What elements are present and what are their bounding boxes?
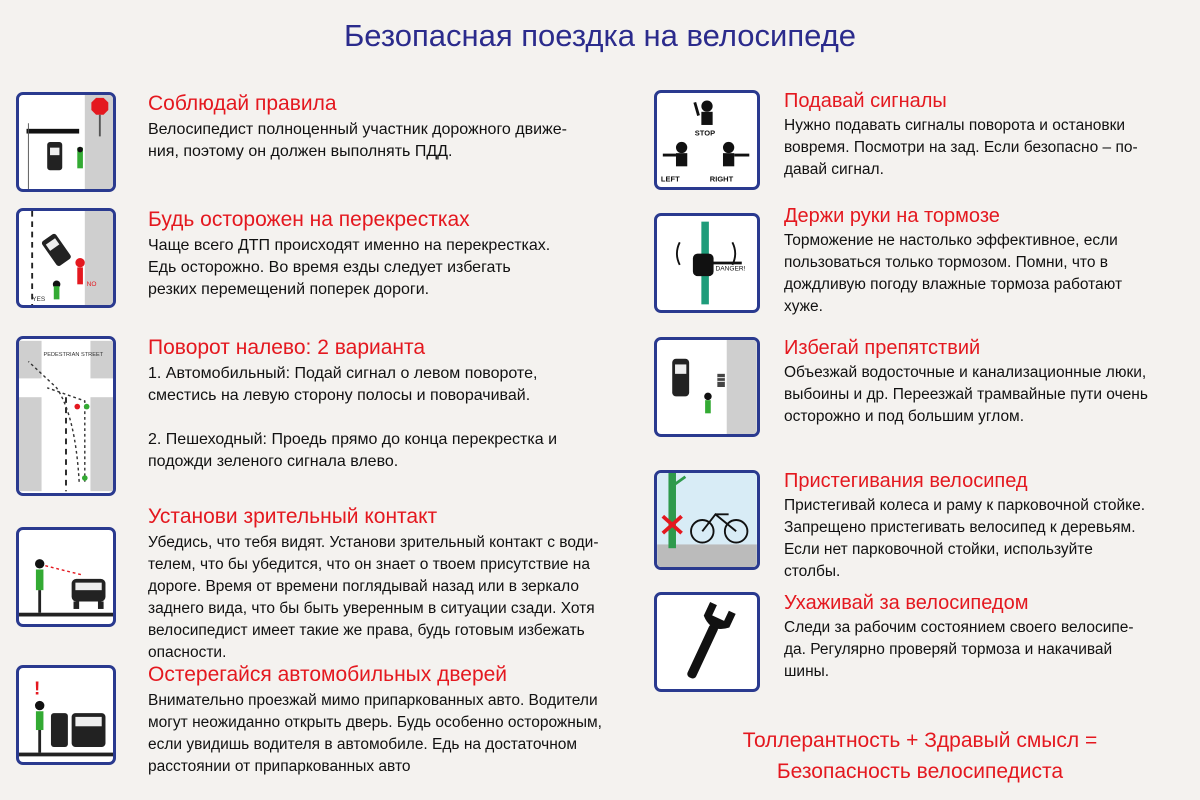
heading-follow-rules: Соблюдай правила (148, 92, 337, 115)
text-car-doors: Внимательно проезжай мимо припаркованных авто. Водители могут неожиданно открыть дверь. Будь особенно осторожным, если увидишь водителя в автомобиле. Едь на достаточном расстоянии от припаркованных авто (148, 692, 602, 775)
intersection-car-icon (16, 208, 116, 308)
left-turn-diagram-icon (16, 336, 116, 496)
svg-text:RIGHT: RIGHT (709, 174, 734, 184)
brake-lever-icon (654, 213, 760, 313)
svg-text:LEFT: LEFT (660, 174, 680, 184)
rule-follow-rules (16, 92, 656, 202)
rule-obstacles (654, 337, 1184, 447)
heading-intersections: Будь осторожен на перекрестках (148, 208, 470, 231)
heading-left-turn: Поворот налево: 2 варианта (148, 336, 426, 359)
text-left-turn: 1. Автомобильный: Подай сигнал о левом повороте, сместись на левую сторону полосы и поворачивай. 2. Пешеходный: Проедь прямо до конца перекрестка и подожди зеленого сигнала влево. (148, 365, 558, 470)
text-brakes: Торможение не настолько эффективное, если пользоваться только тормозом. Помни, что в дождливую погоду влажные тормоза работают хуже. (784, 232, 1123, 315)
heading-signals: Подавай сигналы (784, 90, 947, 112)
heading-maintenance: Ухаживай за велосипедом (784, 592, 1029, 614)
text-follow-rules: Велосипедист полноценный участник дорожного движе- ния, поэтому он должен выполнять ПДД. (148, 121, 567, 160)
rule-intersections (16, 208, 656, 318)
svg-text:STOP: STOP (694, 128, 716, 138)
text-intersections: Чаще всего ДТП происходят именно на перекрестках. Едь осторожно. Во время езды следует избегать резких перемещений поперек дороги. (148, 237, 551, 298)
rule-eye-contact (16, 505, 656, 661)
slogan-line-1: Толлерантность + Здравый смысл = (742, 729, 1098, 752)
rule-maintenance (654, 592, 1184, 702)
rule-car-doors (16, 663, 656, 773)
text-eye-contact: Убедись, что тебя видят. Установи зрительный контакт с води- телем, что бы убедится, что он знает о твоем присутствие на дороге. Время от времени поглядывай назад или в зеркало заднего вида, что бы быть уверенным в ситуации сзади. Хотя велосипедист имеет такие же права, будь готовым избежать опасности. (148, 534, 599, 661)
svg-text:!: ! (34, 677, 41, 699)
heading-brakes: Держи руки на тормозе (784, 205, 1000, 227)
rule-locking (654, 470, 1184, 580)
obstacle-manhole-icon (654, 337, 760, 437)
hand-signals-icon (654, 90, 760, 190)
slogan (690, 725, 1150, 787)
page-title: Безопасная поездка на велосипеде (343, 18, 857, 53)
heading-obstacles: Избегай препятствий (784, 337, 981, 359)
heading-car-doors: Остерегайся автомобильных дверей (148, 663, 508, 686)
svg-text:DANGER!: DANGER! (715, 265, 746, 273)
eye-contact-icon (16, 527, 116, 627)
svg-text:YES: YES (32, 296, 46, 304)
svg-text:NO: NO (86, 281, 97, 289)
rule-left-turn (16, 336, 656, 496)
svg-text:PEDESTRIAN STREET: PEDESTRIAN STREET (43, 351, 104, 358)
heading-eye-contact: Установи зрительный контакт (148, 505, 438, 528)
text-obstacles: Объезжай водосточные и канализационные люки, выбоины и др. Переезжай трамвайные пути очень осторожно и под большим углом. (784, 364, 1148, 425)
bike-lock-icon (654, 470, 760, 570)
wrench-icon (654, 592, 760, 692)
rule-brakes (654, 205, 1184, 315)
text-locking: Пристегивай колеса и раму к парковочной стойке. Запрещено пристегивать велосипед к деревьям. Если нет парковочной стойки, используйте столбы. (784, 497, 1146, 580)
car-door-warning-icon (16, 665, 116, 765)
slogan-line-2: Безопасность велосипедиста (776, 760, 1064, 783)
rule-signals (654, 90, 1184, 200)
heading-locking: Пристегивания велосипед (784, 470, 1028, 492)
text-maintenance: Следи за рабочим состоянием своего велосипе- да. Регулярно проверяй тормоза и накачивай шины. (784, 619, 1134, 680)
stop-sign-road-icon (16, 92, 116, 192)
text-signals: Нужно подавать сигналы поворота и остановки вовремя. Посмотри на зад. Если безопасно – по- давай сигнал. (784, 117, 1138, 178)
